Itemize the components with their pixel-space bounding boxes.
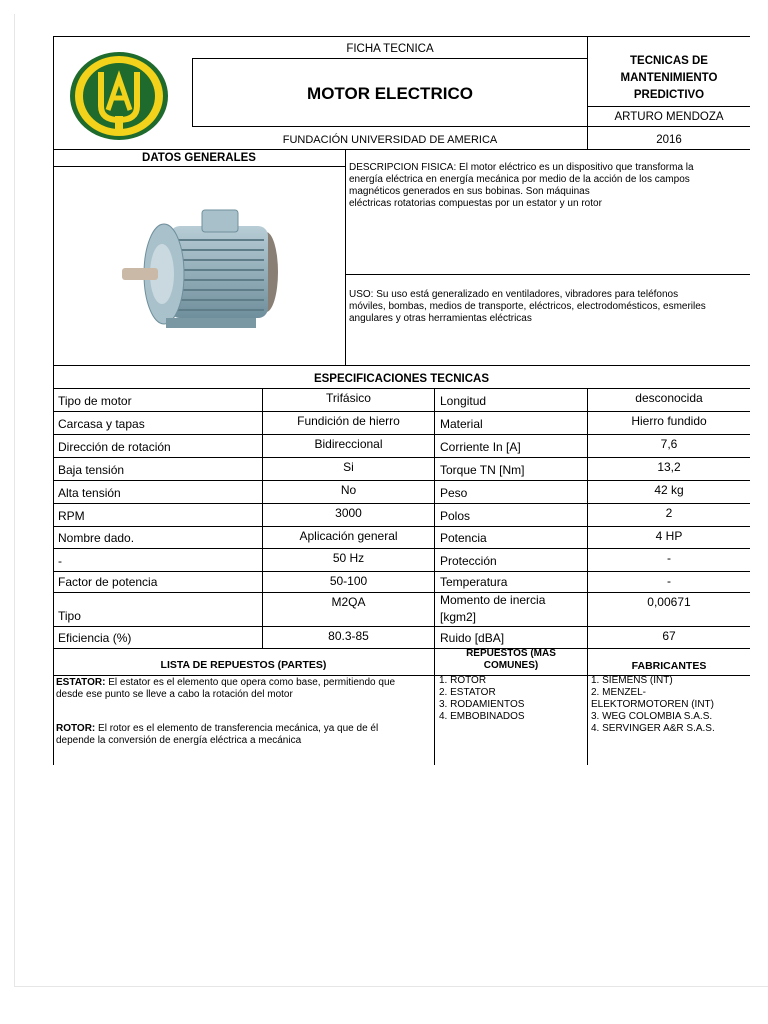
spec-label: Momento de inercia (440, 593, 546, 607)
spec-row-divider (53, 411, 750, 412)
spec-row-divider (53, 503, 750, 504)
physical-description-line-3: magnéticos generados en sus bobinas. Son máquinas (349, 186, 590, 197)
common-part-item: 4. EMBOBINADOS (439, 711, 525, 722)
spec-value: 80.3-85 (328, 629, 369, 643)
spec-label: Factor de potencia (58, 575, 158, 589)
spec-row-divider (53, 592, 750, 593)
spec-value: Aplicación general (299, 529, 398, 543)
common-parts-list (439, 675, 585, 723)
year: 2016 (656, 134, 682, 146)
spec-value: 50 Hz (332, 551, 365, 565)
spec-label: Potencia (440, 531, 487, 545)
spec-row-divider (53, 526, 750, 527)
spec-value: 4 HP (655, 529, 683, 543)
spec-value: Fundición de hierro (297, 414, 400, 428)
spec-label: Nombre dado. (58, 531, 135, 545)
rotor-line-2: depende la conversión de energía eléctrica a mecánica (56, 735, 302, 746)
physical-description-line-2: energía eléctrica en energía mecánica por medio de la acción de los campos (349, 174, 690, 185)
spec-value: M2QA (331, 595, 366, 609)
makers-list (591, 675, 749, 735)
spec-label: Corriente In [A] (440, 440, 521, 454)
stator-label: ESTATOR: (56, 677, 106, 688)
course-line-1: TECNICAS DE (630, 55, 708, 67)
spec-row-divider (53, 434, 750, 435)
spec-label: Eficiencia (%) (58, 631, 132, 645)
spec-label: Temperatura (440, 575, 508, 589)
spec-label: Ruido [dBA] (440, 631, 505, 645)
rotor-description (56, 723, 434, 747)
physical-description-line-4: eléctricas rotatorias compuestas por un estator y un rotor (349, 198, 602, 209)
physical-description (349, 162, 747, 210)
course-line-2: MANTENIMIENTO (620, 72, 718, 84)
maker-item: 4. SERVINGER A&R S.A.S. (591, 723, 715, 734)
spec-value: Bidireccional (314, 437, 383, 451)
rotor-label: ROTOR: (56, 723, 96, 734)
physical-description-label: DESCRIPCION FISICA: (349, 162, 457, 173)
common-parts-title-1: REPUESTOS (MAS (466, 648, 556, 659)
spec-label: Protección (440, 554, 497, 568)
spec-row-divider (53, 457, 750, 458)
spec-value: 7,6 (660, 437, 678, 451)
university-logo-icon (68, 50, 170, 142)
electric-motor-image (118, 206, 280, 338)
spec-row-divider (53, 480, 750, 481)
common-part-item: 3. RODAMIENTOS (439, 699, 525, 710)
makers-title: FABRICANTES (631, 660, 707, 672)
spec-value: 42 kg (654, 483, 684, 497)
usage-line-3: angulares y otras herramientas eléctricas (349, 313, 532, 324)
stator-description (56, 677, 434, 701)
spec-value: Trifásico (326, 391, 371, 405)
maker-item: 1. SIEMENS (INT) (591, 675, 673, 686)
spec-row-divider (53, 626, 750, 627)
spec-label: Tipo de motor (58, 394, 132, 408)
spec-label: Dirección de rotación (58, 440, 171, 454)
spec-label: Carcasa y tapas (58, 417, 145, 431)
common-parts-title-2: COMUNES) (483, 660, 539, 671)
usage-line-1: USO: Su uso está generalizado en ventiladores, vibradores para teléfonos (349, 289, 679, 300)
spec-row-divider (53, 571, 750, 572)
document-title: MOTOR ELECTRICO (307, 84, 473, 103)
physical-description-line-1: El motor eléctrico es un dispositivo que transforma la (456, 162, 694, 173)
spec-label: Polos (440, 509, 471, 523)
usage-line-2: móviles, bombas, medios de transporte, eléctricos, electrodomésticos, esmeriles (349, 301, 706, 312)
common-part-item: 1. ROTOR (439, 675, 487, 686)
usage-description (349, 289, 747, 325)
common-part-item: 2. ESTATOR (439, 687, 496, 698)
spec-value: No (340, 483, 357, 497)
spec-label: Baja tensión (58, 463, 125, 477)
spec-value: Si (343, 460, 354, 474)
spec-row-divider (53, 548, 750, 549)
spec-label: Torque TN [Nm] (440, 463, 525, 477)
institution-name: FUNDACIÓN UNIVERSIDAD DE AMERICA (282, 134, 498, 146)
spec-label: Material (440, 417, 483, 431)
parts-list-title: LISTA DE REPUESTOS (PARTES) (160, 659, 327, 671)
spec-value: 50-100 (329, 574, 368, 588)
spec-value: Hierro fundido (631, 414, 707, 428)
spec-label: - (58, 554, 62, 568)
specs-section-title: ESPECIFICACIONES TECNICAS (313, 373, 490, 385)
stator-line-2: desde ese punto se lleve a cabo la rotación del motor (56, 689, 293, 700)
spec-label: Tipo (58, 609, 81, 623)
spec-value: 2 (665, 506, 673, 520)
spec-value: - (667, 551, 671, 565)
spec-label: [kgm2] (440, 610, 477, 624)
spec-label: Peso (440, 486, 468, 500)
maker-item: 2. MENZEL- (591, 687, 647, 698)
spec-value: 67 (662, 629, 676, 643)
maker-item: 3. WEG COLOMBIA S.A.S. (591, 711, 713, 722)
spec-label: RPM (58, 509, 85, 523)
author-name: ARTURO MENDOZA (614, 111, 724, 123)
course-line-3: PREDICTIVO (633, 89, 705, 101)
form-title: FICHA TECNICA (346, 43, 434, 55)
spec-value: 13,2 (657, 460, 681, 474)
spec-label: Alta tensión (58, 486, 121, 500)
spec-value: 0,00671 (647, 595, 691, 609)
spec-label: Longitud (440, 394, 487, 408)
stator-line-1: El estator es el elemento que opera como base, permitiendo que (105, 677, 396, 688)
general-section-title: DATOS GENERALES (142, 152, 256, 164)
spec-value: - (667, 574, 671, 588)
spec-value: desconocida (635, 391, 703, 405)
rotor-line-1: El rotor es el elemento de transferencia mecánica, ya que de él (95, 723, 379, 734)
spec-value: 3000 (335, 506, 362, 520)
maker-item: ELEKTORMOTOREN (INT) (591, 699, 714, 710)
